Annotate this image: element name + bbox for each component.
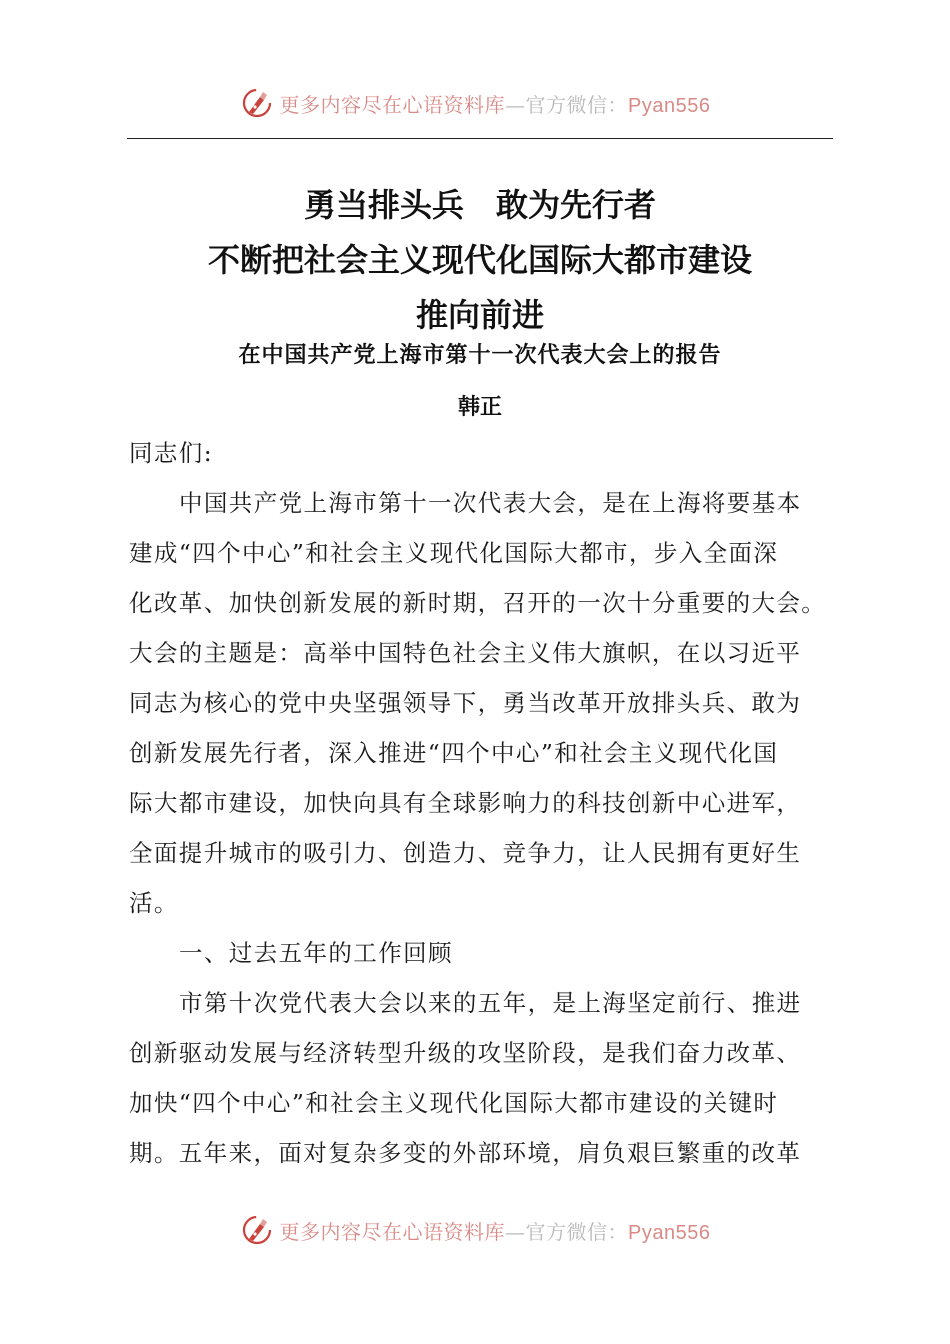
paragraph-line: 市第十次党代表大会以来的五年，是上海坚定前行、推进 [179,989,802,1017]
footer-watermark [0,1210,950,1250]
document-title [127,178,833,343]
paragraph-line: 创新发展先行者，深入推进“四个中心”和社会主义现代化国 [129,739,779,767]
document-author: 韩正 [457,394,502,420]
watermark-label: 官方微信： [525,92,629,117]
paragraph-line: 创新驱动发展与经济转型升级的攻坚阶段，是我们奋力改革、 [129,1039,802,1067]
watermark-site: 更多内容尽在心语资料库 [279,92,506,117]
paragraph-line: 加快“四个中心”和社会主义现代化国际大都市建设的关键时 [129,1089,779,1117]
paragraph-line: 全面提升城市的吸引力、创造力、竞争力，让人民拥有更好生 [129,839,802,867]
title-line-3: 推向前进 [415,296,544,334]
watermark-site: 更多内容尽在心语资料库 [279,1219,506,1244]
paragraph-line: 期。五年来，面对复杂多变的外部环境，肩负艰巨繁重的改革 [129,1139,802,1167]
pen-nib-logo-icon [240,1213,274,1247]
paragraph-line: 中国共产党上海市第十一次代表大会，是在上海将要基本 [179,489,802,517]
pen-nib-logo-icon [240,86,274,120]
title-line-1: 勇当排头兵 敢为先行者 [303,186,656,224]
paragraph-line: 际大都市建设，加快向具有全球影响力的科技创新中心进军， [129,789,802,817]
paragraph-line: 大会的主题是：高举中国特色社会主义伟大旗帜，在以习近平 [129,639,802,667]
watermark-id: Pyan556 [628,94,711,117]
document-subtitle: 在中国共产党上海市第十一次代表大会上的报告 [238,342,722,368]
paragraph-line: 建成“四个中心”和社会主义现代化国际大都市，步入全面深 [129,539,779,567]
watermark-separator: — [505,1219,526,1244]
watermark-separator: — [505,92,526,117]
paragraph-line: 同志为核心的党中央坚强领导下，勇当改革开放排头兵、敢为 [129,689,802,717]
section-heading: 一、过去五年的工作回顾 [179,939,453,967]
watermark-text [280,1216,711,1245]
paragraph-1 [129,478,827,928]
header-watermark [0,83,950,123]
paragraph-line: 活。 [129,889,179,917]
header-divider [127,138,833,139]
paragraph-2 [129,978,819,1178]
title-line-2: 不断把社会主义现代化国际大都市建设 [207,241,752,279]
document-body [129,428,827,1178]
watermark-text [280,89,711,118]
paragraph-line: 化改革、加快创新发展的新时期，召开的一次十分重要的大会。 [129,589,827,617]
watermark-label: 官方微信： [525,1219,629,1244]
watermark-id: Pyan556 [628,1221,711,1244]
salutation: 同志们: [129,439,214,467]
